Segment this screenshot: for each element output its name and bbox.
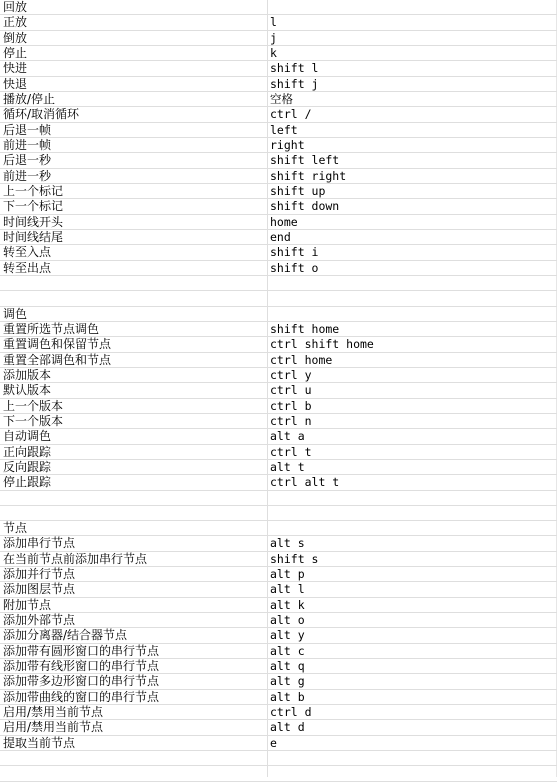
action-cell[interactable]: 添加带多边形窗口的串行节点	[3, 674, 160, 689]
action-cell[interactable]: 快进	[3, 61, 28, 76]
table-row[interactable]	[0, 506, 557, 521]
table-row[interactable]	[0, 307, 557, 322]
table-row[interactable]	[0, 276, 557, 291]
action-cell[interactable]: 停止	[3, 45, 28, 60]
table-row[interactable]	[0, 582, 557, 597]
shortcut-cell[interactable]: shift up	[270, 183, 326, 198]
table-row[interactable]	[0, 399, 557, 414]
action-cell[interactable]: 节点	[3, 521, 28, 536]
shortcut-cell[interactable]: alt s	[270, 536, 305, 551]
shortcut-cell[interactable]: ctrl shift home	[270, 337, 374, 352]
shortcut-cell[interactable]: left	[270, 122, 298, 137]
action-cell[interactable]: 倒放	[3, 30, 28, 45]
action-cell[interactable]: 添加并行节点	[3, 567, 76, 582]
table-row[interactable]	[0, 123, 557, 138]
table-row[interactable]	[0, 491, 557, 506]
shortcut-cell[interactable]: k	[270, 45, 277, 60]
action-cell[interactable]: 上一个标记	[3, 183, 64, 198]
table-row[interactable]	[0, 230, 557, 245]
action-cell[interactable]: 上一个版本	[3, 398, 64, 413]
action-cell[interactable]: 下一个标记	[3, 199, 64, 214]
table-row[interactable]	[0, 383, 557, 398]
shortcut-cell[interactable]: alt k	[270, 597, 305, 612]
action-cell[interactable]: 添加带有线形窗口的串行节点	[3, 659, 160, 674]
shortcut-cell[interactable]: j	[270, 30, 277, 45]
shortcut-cell[interactable]: l	[270, 15, 277, 30]
shortcut-cell[interactable]: alt q	[270, 659, 305, 674]
table-row[interactable]	[0, 107, 557, 122]
shortcut-cell[interactable]: ctrl /	[270, 107, 312, 122]
shortcut-cell[interactable]: alt t	[270, 459, 305, 474]
table-row[interactable]	[0, 138, 557, 153]
table-row[interactable]	[0, 536, 557, 551]
action-cell[interactable]: 在当前节点前添加串行节点	[3, 551, 148, 566]
shortcut-cell[interactable]: shift o	[270, 260, 319, 275]
table-row[interactable]	[0, 261, 557, 276]
table-row[interactable]	[0, 92, 557, 107]
action-cell[interactable]: 快退	[3, 76, 28, 91]
table-row[interactable]	[0, 521, 557, 536]
table-row[interactable]	[0, 215, 557, 230]
table-row[interactable]	[0, 720, 557, 735]
shortcut-cell[interactable]: right	[270, 137, 305, 152]
shortcut-cell[interactable]: ctrl y	[270, 367, 312, 382]
action-cell[interactable]: 正放	[3, 15, 28, 30]
action-cell[interactable]: 播放/停止	[3, 91, 56, 106]
shortcut-cell[interactable]: shift j	[270, 76, 319, 91]
shortcut-cell[interactable]: shift i	[270, 245, 319, 260]
shortcut-cell[interactable]: home	[270, 214, 298, 229]
table-row[interactable]	[0, 31, 557, 46]
table-row[interactable]	[0, 552, 557, 567]
shortcut-cell[interactable]: alt g	[270, 674, 305, 689]
shortcut-cell[interactable]: 空格	[270, 91, 293, 106]
action-cell[interactable]: 时间线结尾	[3, 229, 64, 244]
action-cell[interactable]: 添加分离器/结合器节点	[3, 628, 128, 643]
table-row[interactable]	[0, 15, 557, 30]
action-cell[interactable]: 添加图层节点	[3, 582, 76, 597]
action-cell[interactable]: 重置所选节点调色	[3, 321, 100, 336]
shortcut-cell[interactable]: shift right	[270, 168, 347, 183]
table-row[interactable]	[0, 77, 557, 92]
shortcut-cell[interactable]: e	[270, 735, 277, 750]
shortcut-cell[interactable]: shift left	[270, 153, 340, 168]
action-cell[interactable]: 附加节点	[3, 597, 52, 612]
shortcut-cell[interactable]: ctrl d	[270, 705, 312, 720]
action-cell[interactable]: 添加外部节点	[3, 613, 76, 628]
shortcut-cell[interactable]: ctrl t	[270, 444, 312, 459]
table-row[interactable]	[0, 674, 557, 689]
action-cell[interactable]: 启用/禁用当前节点	[3, 720, 104, 735]
table-row[interactable]	[0, 475, 557, 490]
table-row[interactable]	[0, 353, 557, 368]
table-row[interactable]	[0, 184, 557, 199]
shortcut-cell[interactable]: ctrl n	[270, 413, 312, 428]
table-row[interactable]	[0, 567, 557, 582]
table-row[interactable]	[0, 61, 557, 76]
table-row[interactable]	[0, 245, 557, 260]
action-cell[interactable]: 添加版本	[3, 367, 52, 382]
action-cell[interactable]: 前进一帧	[3, 137, 52, 152]
action-cell[interactable]: 启用/禁用当前节点	[3, 705, 104, 720]
table-row[interactable]	[0, 337, 557, 352]
table-row[interactable]	[0, 705, 557, 720]
table-row[interactable]	[0, 199, 557, 214]
shortcut-cell[interactable]: alt a	[270, 429, 305, 444]
action-cell[interactable]: 转至出点	[3, 260, 52, 275]
table-row[interactable]	[0, 690, 557, 705]
table-row[interactable]	[0, 414, 557, 429]
action-cell[interactable]: 后退一帧	[3, 122, 52, 137]
shortcut-cell[interactable]: alt y	[270, 628, 305, 643]
table-row[interactable]	[0, 291, 557, 306]
action-cell[interactable]: 正向跟踪	[3, 444, 52, 459]
action-cell[interactable]: 时间线开头	[3, 214, 64, 229]
shortcut-cell[interactable]: shift home	[270, 321, 340, 336]
shortcut-cell[interactable]: alt d	[270, 720, 305, 735]
table-row[interactable]	[0, 736, 557, 751]
action-cell[interactable]: 回放	[3, 0, 28, 14]
action-cell[interactable]: 后退一秒	[3, 153, 52, 168]
action-cell[interactable]: 前进一秒	[3, 168, 52, 183]
table-row[interactable]	[0, 429, 557, 444]
shortcut-cell[interactable]: end	[270, 229, 291, 244]
action-cell[interactable]: 提取当前节点	[3, 735, 76, 750]
shortcut-cell[interactable]: alt b	[270, 689, 305, 704]
table-row[interactable]	[0, 445, 557, 460]
table-row[interactable]	[0, 153, 557, 168]
table-row[interactable]	[0, 368, 557, 383]
action-cell[interactable]: 转至入点	[3, 245, 52, 260]
table-row[interactable]	[0, 766, 557, 781]
shortcut-cell[interactable]: shift s	[270, 551, 319, 566]
action-cell[interactable]: 循环/取消循环	[3, 107, 80, 122]
action-cell[interactable]: 下一个版本	[3, 413, 64, 428]
table-row[interactable]	[0, 628, 557, 643]
shortcut-cell[interactable]: ctrl b	[270, 398, 312, 413]
action-cell[interactable]: 添加带曲线的窗口的串行节点	[3, 689, 160, 704]
action-cell[interactable]: 停止跟踪	[3, 475, 52, 490]
table-row[interactable]	[0, 751, 557, 766]
table-row[interactable]	[0, 644, 557, 659]
shortcut-cell[interactable]: alt p	[270, 567, 305, 582]
shortcut-cell[interactable]: alt c	[270, 643, 305, 658]
action-cell[interactable]: 重置全部调色和节点	[3, 352, 112, 367]
shortcut-cell[interactable]: ctrl u	[270, 383, 312, 398]
table-row[interactable]	[0, 613, 557, 628]
table-row[interactable]	[0, 598, 557, 613]
table-row[interactable]	[0, 322, 557, 337]
shortcut-cell[interactable]: shift down	[270, 199, 340, 214]
shortcut-cell[interactable]: shift l	[270, 61, 319, 76]
table-row[interactable]	[0, 659, 557, 674]
action-cell[interactable]: 重置调色和保留节点	[3, 337, 112, 352]
action-cell[interactable]: 反向跟踪	[3, 459, 52, 474]
action-cell[interactable]: 自动调色	[3, 429, 52, 444]
shortcut-cell[interactable]: ctrl alt t	[270, 475, 340, 490]
table-row[interactable]	[0, 46, 557, 61]
action-cell[interactable]: 默认版本	[3, 383, 52, 398]
action-cell[interactable]: 添加带有圆形窗口的串行节点	[3, 643, 160, 658]
action-cell[interactable]: 添加串行节点	[3, 536, 76, 551]
table-row[interactable]	[0, 460, 557, 475]
action-cell[interactable]: 调色	[3, 306, 28, 321]
shortcut-cell[interactable]: ctrl home	[270, 352, 333, 367]
shortcut-cell[interactable]: alt o	[270, 613, 305, 628]
table-row[interactable]	[0, 169, 557, 184]
shortcut-cell[interactable]: alt l	[270, 582, 305, 597]
table-row[interactable]	[0, 0, 557, 15]
